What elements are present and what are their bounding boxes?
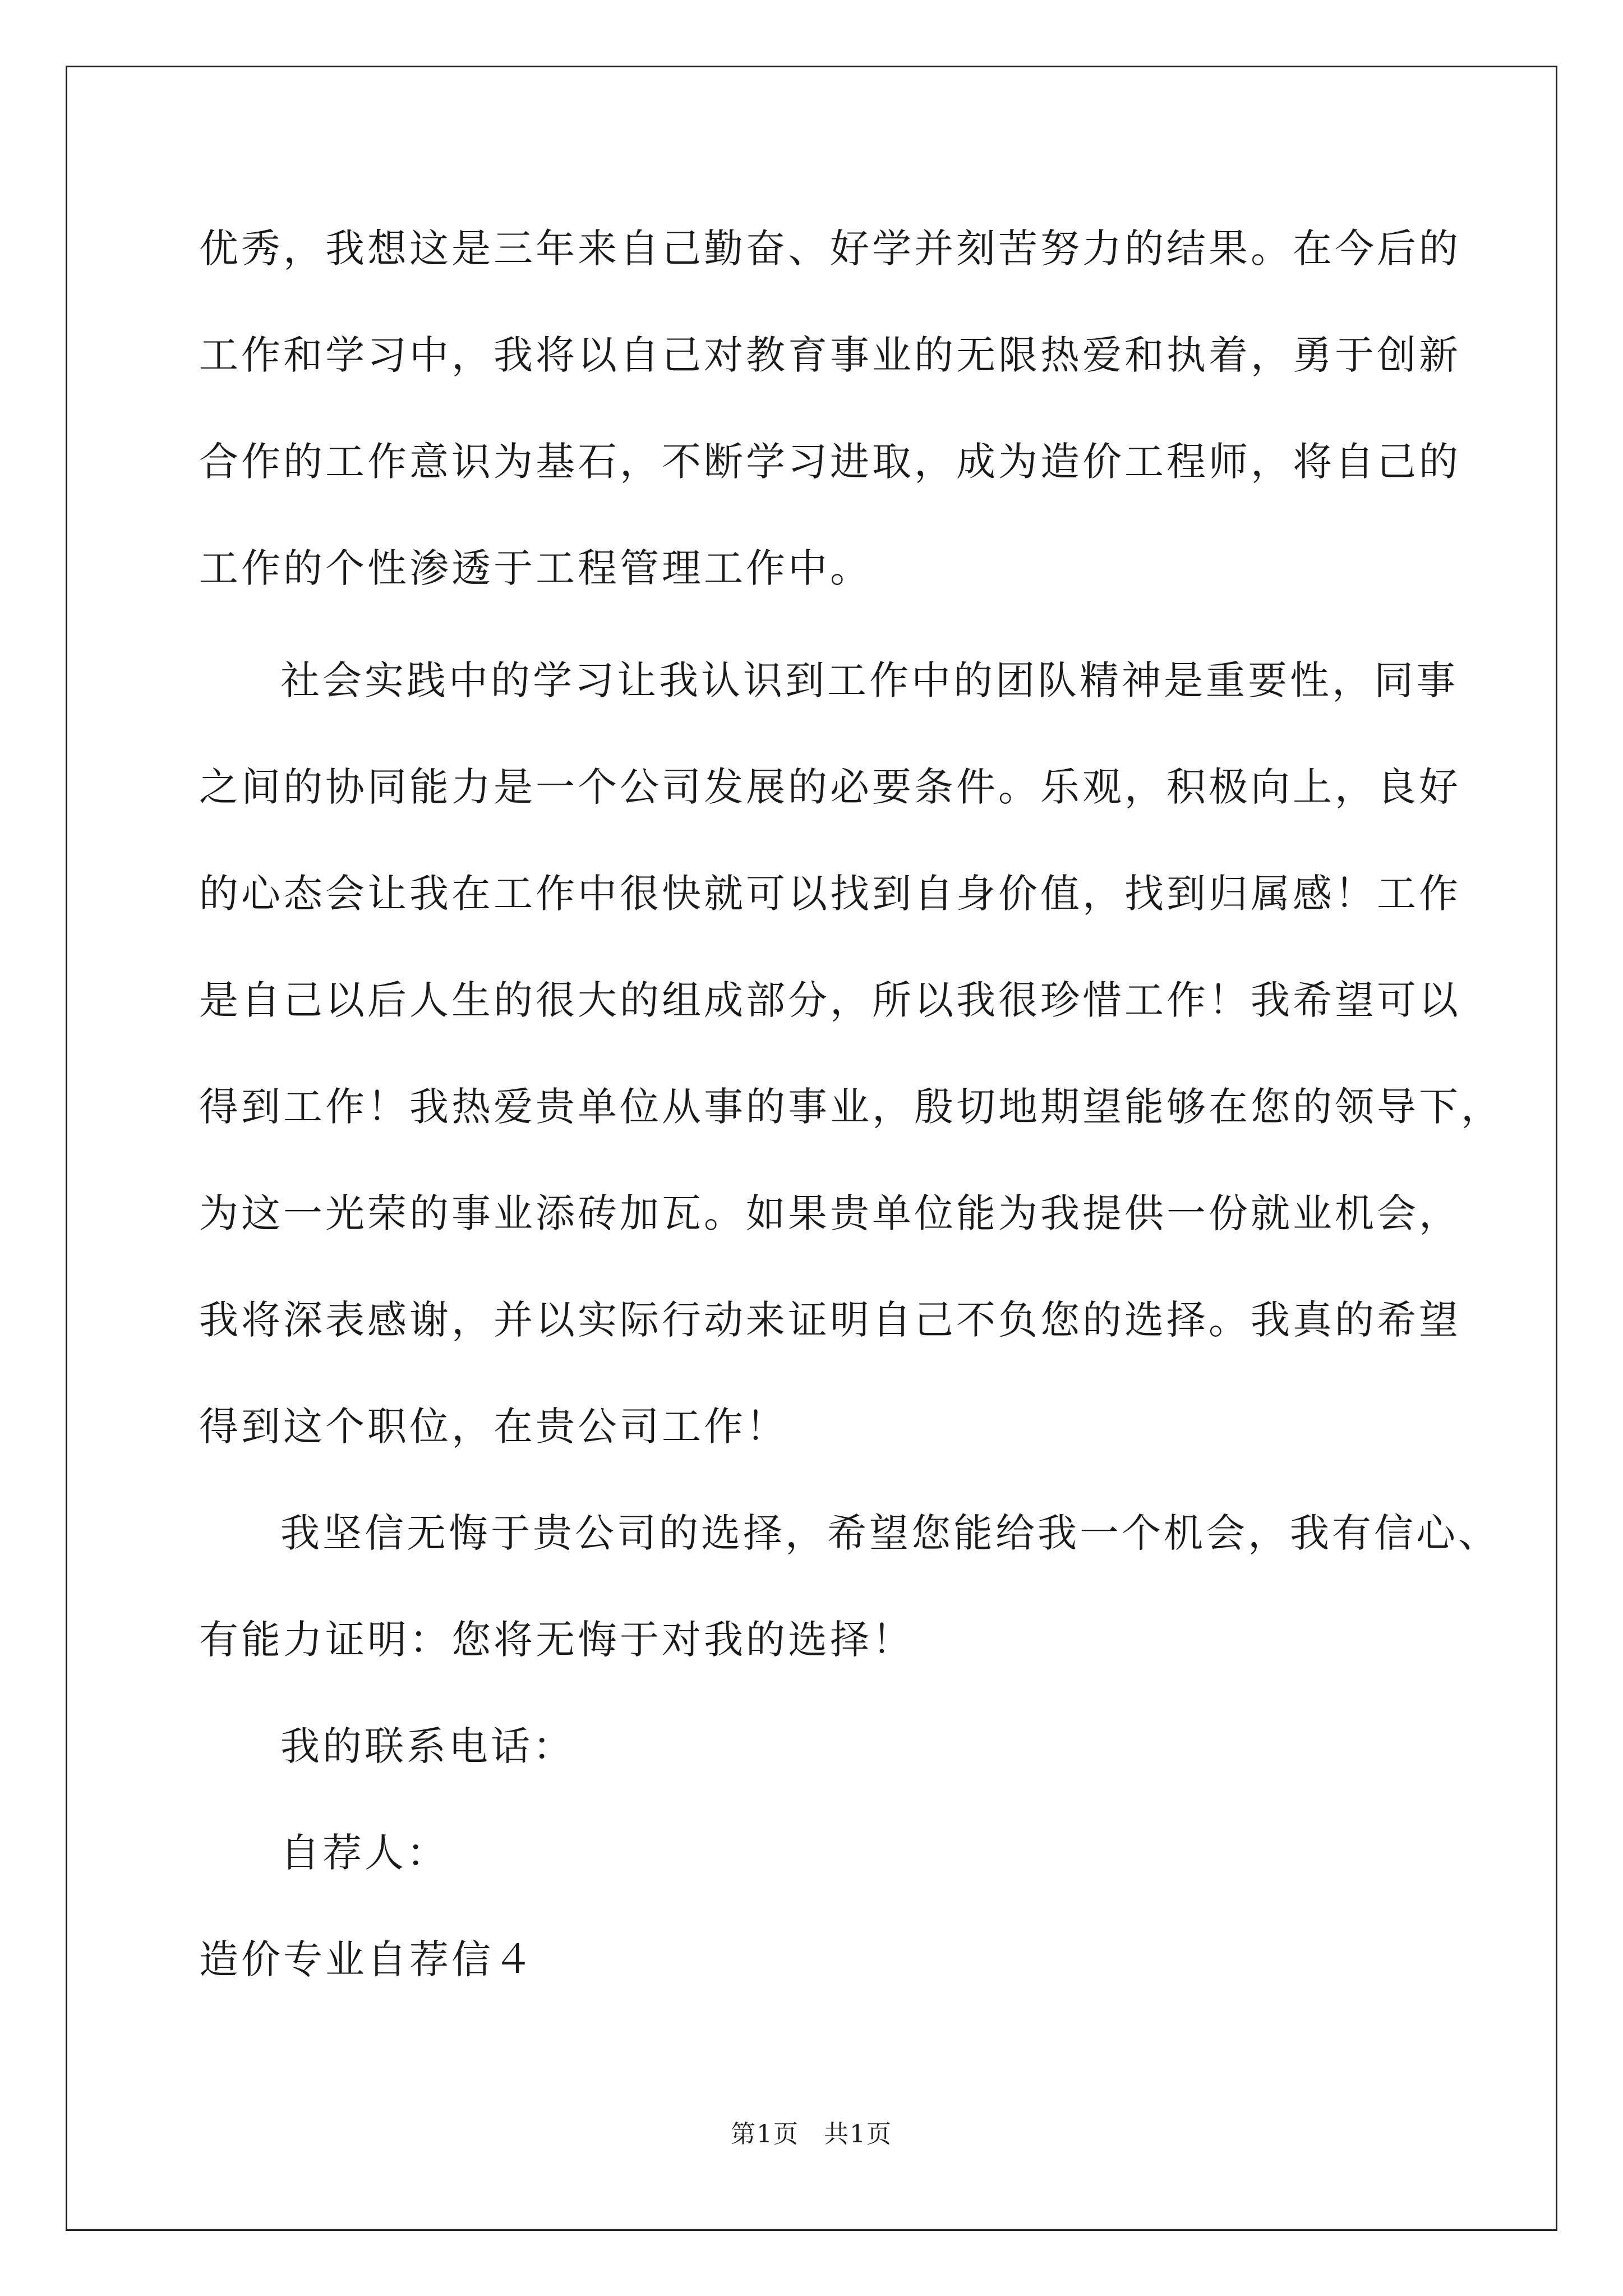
- page-border: [66, 66, 1557, 2231]
- text-line-7: 的心态会让我在工作中很快就可以找到自身价值，找到归属感！工作: [199, 871, 1461, 917]
- text-line-3: 合作的工作意识为基石，不断学习进取，成为造价工程师，将自己的: [199, 439, 1461, 485]
- text-line-10: 为这一光荣的事业添砖加瓦。如果贵单位能为我提供一份就业机会，: [199, 1190, 1461, 1236]
- section-heading: 造价专业自荐信４: [199, 1936, 536, 1982]
- text-line-2: 工作和学习中，我将以自己对教育事业的无限热爱和执着，勇于创新: [199, 332, 1461, 378]
- paragraph-start-confidence: 我坚信无悔于贵公司的选择，希望您能给我一个机会，我有信心、: [280, 1510, 1500, 1556]
- text-line-1: 优秀，我想这是三年来自己勤奋、好学并刻苦努力的结果。在今后的: [199, 226, 1461, 272]
- contact-phone-label: 我的联系电话：: [280, 1723, 575, 1769]
- page-number-current: 第1页: [731, 2120, 799, 2148]
- page-number-total: 共1页: [824, 2120, 892, 2148]
- page-footer: [0, 2118, 1623, 2151]
- text-line-11: 我将深表感谢，并以实际行动来证明自己不负您的选择。我真的希望: [199, 1297, 1461, 1343]
- text-line-14: 有能力证明：您将无悔于对我的选择！: [199, 1617, 914, 1663]
- text-line-12: 得到这个职位，在贵公司工作！: [199, 1404, 788, 1450]
- recommender-label: 自荐人：: [280, 1830, 449, 1876]
- text-line-4: 工作的个性渗透于工程管理工作中。: [199, 545, 872, 591]
- paragraph-start-teamwork: 社会实践中的学习让我认识到工作中的团队精神是重要性，同事: [280, 657, 1458, 703]
- text-line-6: 之间的协同能力是一个公司发展的必要条件。乐观，积极向上，良好: [199, 764, 1461, 810]
- text-line-9: 得到工作！我热爱贵单位从事的事业，殷切地期望能够在您的领导下，: [199, 1084, 1503, 1130]
- text-line-8: 是自己以后人生的很大的组成部分，所以我很珍惜工作！我希望可以: [199, 977, 1461, 1023]
